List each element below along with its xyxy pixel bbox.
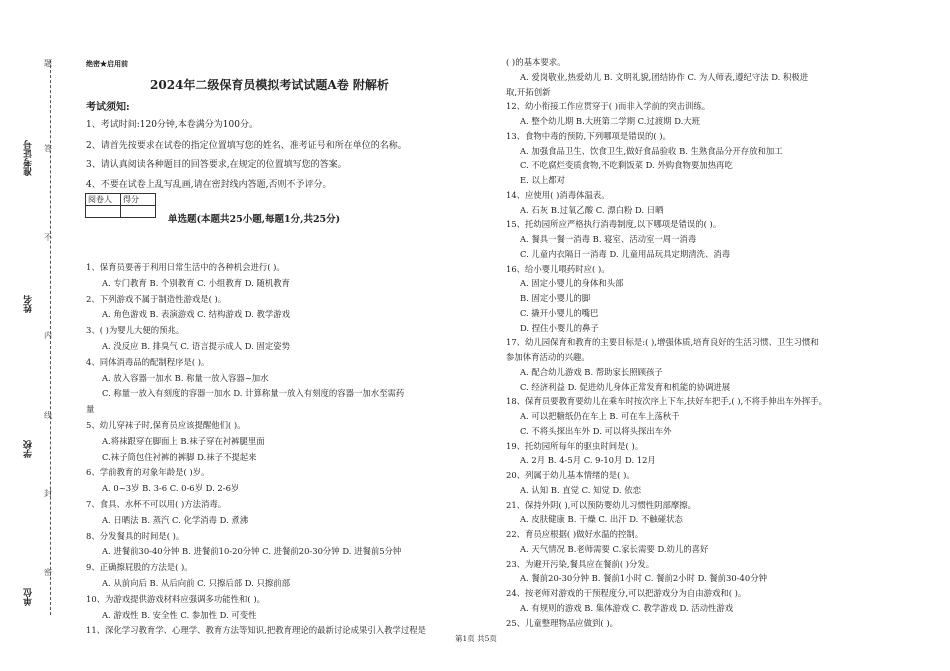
score-cell: 得分 [121,194,156,206]
question-options: A. 整个幼儿期 B.大班第二学期 C.过渡期 D.大班 [520,116,701,126]
seal-char: 封 [44,489,52,498]
question-options: A. 认知 B. 直觉 C. 知觉 D. 依恋 [520,484,642,495]
question-text: 15、托幼园所应严格执行消毒制度,以下哪项是错误的( )。 [506,219,722,230]
question-text: 2、下列游戏不属于制造性游戏是( )。 [86,293,227,304]
question-options: A. 餐具一餐一消毒 B. 寝室、活动室一周一消毒 [520,234,697,244]
question-text: 20、列属于幼儿基本情绪的是( )。 [506,470,635,480]
question-options: A. 进餐前30-40分钟 B. 进餐前10-20分钟 C. 进餐前20-30分钟 D. 进餐前5分钟 [102,546,402,557]
question-options: A. 日晒法 B. 蒸汽 C. 化学消毒 D. 煮沸 [102,514,249,525]
seal-char: 不 [44,233,52,242]
question-text: ( )的基本要求。 [506,57,566,67]
question-options: C. 儿童内衣隔日一消毒 D. 儿童用品玩具定期清洗、消毒 [520,248,731,259]
question-text: 4、同体消毒品的配制程序是( )。 [86,356,210,367]
seal-char: 线 [44,411,52,420]
question-options: C. 称量一放入有刻度的容器一加水 D. 计算称量一放入有刻度的容器一加水至需药 [102,388,405,399]
label-name: 姓名 [24,295,34,313]
question-options: A. 天气情况 B.老师需要 C.家长需要 D.幼儿的喜好 [520,543,709,554]
seal-char: 密 [44,568,52,577]
question-options: A. 爱岗敬业,热爱幼儿 B. 文明礼貌,团结协作 C. 为人师表,遵纪守法 D. 积极进 [520,71,809,82]
question-text: 5、幼儿穿袜子时,保育员应该提醒他们( )。 [86,420,246,430]
question-text: 3、( )为婴儿大便的预兆。 [86,325,185,336]
question-text: 参加体育活动的兴趣。 [506,352,590,362]
question-text: 19、托幼园所每年的驱虫时间是( )。 [506,440,644,451]
question-options: C.袜子筒包住衬裤的裤脚 D.袜子不提起来 [102,451,257,462]
question-options: A. 固定小婴儿的身体和头部 [520,278,624,289]
question-text: 22、育员应根据( )做好水温的控制。 [506,529,644,539]
question-options: A. 从前向后 B. 从后向前 C. 只擦后部 D. 只擦前部 [102,578,291,588]
question-options: A. 有规则的游戏 B. 集体游戏 C. 教学游戏 D. 活动性游戏 [520,602,734,613]
question-text: 25、儿童整理物品应做到( )。 [506,617,618,628]
notice-item: 2、请首先按要求在试卷的指定位置填写您的姓名、准考证号和所在单位的名称。 [86,141,407,151]
grader-cell: 阅卷人 [86,194,121,206]
question-options: C. 不吃腐烂变质食物,不吃剩饭菜 D. 外购食物要加热再吃 [520,160,733,171]
grader-blank[interactable] [86,206,121,218]
question-text: 14、应使用( )消毒体温表。 [506,189,610,200]
question-text: 16、给小婴儿喂药时应( )。 [506,263,610,274]
page-title: 2024年二级保育员模拟考试试题A卷 附解析 [150,78,389,92]
question-options: A. 没反应 B. 排臭气 C. 语言提示成人 D. 固定姿势 [102,341,291,351]
label-school: 学校 [24,440,34,458]
notice-item: 4、不要在试卷上乱写乱画,请在密封线内答题,否则不予评分。 [86,180,332,190]
notice-item: 3、请认真阅读各种题目的回答要求,在规定的位置填写您的答案。 [86,160,347,170]
section-title: 单选题(本题共25小题,每题1分,共25分) [168,214,341,225]
question-text: 取,开拓创新 [506,86,551,97]
question-options: A. 0~3岁 B. 3-6 C. 0-6岁 D. 2-6岁 [102,483,240,494]
question-options: A. 皮肤健康 B. 干燥 C. 出汗 D. 不触碰状态 [520,514,683,525]
question-options: A. 2月 B. 4-5月 C. 9-10月 D. 12月 [520,455,656,466]
question-options: A. 放入容器一加水 B. 称量一放入容器~加水 [102,372,269,383]
score-table [85,193,156,218]
question-options: A.将袜跟穿在脚面上 B.袜子穿在衬裤腿里面 [102,435,265,446]
question-options: A. 专门教育 B. 个别教育 C. 小组教育 D. 随机教育 [102,277,291,288]
question-text: 10、为游戏提供游戏材料应强调多功能性和( )。 [86,593,265,604]
question-text: 23、为避开污染,餐具应在餐前( )分发。 [506,558,655,569]
question-options: B. 固定小婴儿的脚 [520,293,591,303]
question-options: D. 捏住小婴儿的鼻子 [520,322,599,333]
question-text: 8、分发餐具的时间是( )。 [86,530,185,541]
question-options: C. 经济利益 D. 促进幼儿身体正常发育和机能的协调进展 [520,381,731,392]
question-options: A. 游戏性 B. 安全性 C. 参加性 D. 可变性 [102,609,257,620]
question-text: 12、幼小衔接工作应贯穿于( )而非入学前的突击训练。 [506,101,711,112]
question-text: 7、食具、水杯不可以用( )方法消毒。 [86,499,227,509]
question-text: 11、深化学习教育学、心理学、教育方法等知识,把教育理论的最新讨论成果引入教学过程是 [86,625,426,636]
question-options: C. 不将头探出车外 D. 可以将头探出车外 [520,425,672,436]
question-text: 量 [86,404,95,415]
label-exam-number: 准考证号 [24,140,34,176]
question-text: 1、保育员要善于利用日常生活中的各种机会进行( )。 [86,262,285,272]
question-options: C. 撬开小婴儿的嘴巴 [520,307,599,318]
seal-char: 答 [44,144,52,153]
seal-char: 题 [44,59,52,68]
secret-mark: 绝密★启用前 [86,59,128,68]
score-blank[interactable] [121,206,156,218]
question-options: A. 配合幼儿游戏 B. 帮助家长照顾孩子 [520,366,663,377]
seal-char: 内 [44,331,52,340]
label-unit: 单位 [24,588,34,606]
question-text: 21、保持外阴( ),可以预防婴幼儿习惯性阴部摩擦。 [506,499,697,510]
notice-title: 考试须知: [86,102,130,113]
question-options: A. 可以把糖纸仍在车上 B. 可在车上荡秋千 [520,411,680,421]
question-options: E. 以上都对 [520,175,565,185]
question-text: 13、食物中毒的预防,下列哪项是错误的( )。 [506,130,671,141]
question-options: A. 石灰 B.过氧乙酸 C. 漂白粉 D. 日晒 [520,204,664,215]
question-options: A. 加强食品卫生、饮食卫生,做好食品验收 B. 生熟食品分开存放和加工 [520,145,783,156]
question-text: 18、保育员要教育要幼儿在乘车时按次序上下车,扶好车把手,( ),不将手伸出车外挥手。 [506,396,827,407]
question-text: 24、按老师对游戏的干预程度分,可以把游戏分为自由游戏和( )。 [506,588,747,598]
notice-item: 1、考试时间:120分钟,本卷满分为100分。 [86,120,258,130]
question-text: 6、学前教育的对象年龄是( )岁。 [86,467,210,478]
question-options: A. 餐前20-30分钟 B. 餐前1小时 C. 餐前2小时 D. 餐前30-40分钟 [520,573,767,584]
question-text: 17、幼儿园保育和教育的主要目标是:( ),增强体质,培育良好的生活习惯、卫生习惯和 [506,337,819,348]
question-text: 9、正确擦屁股的方法是( )。 [86,562,193,573]
page-footer: 第1页 共5页 [455,634,497,643]
question-options: A. 角色游戏 B. 表演游戏 C. 结构游戏 D. 教学游戏 [102,309,291,320]
